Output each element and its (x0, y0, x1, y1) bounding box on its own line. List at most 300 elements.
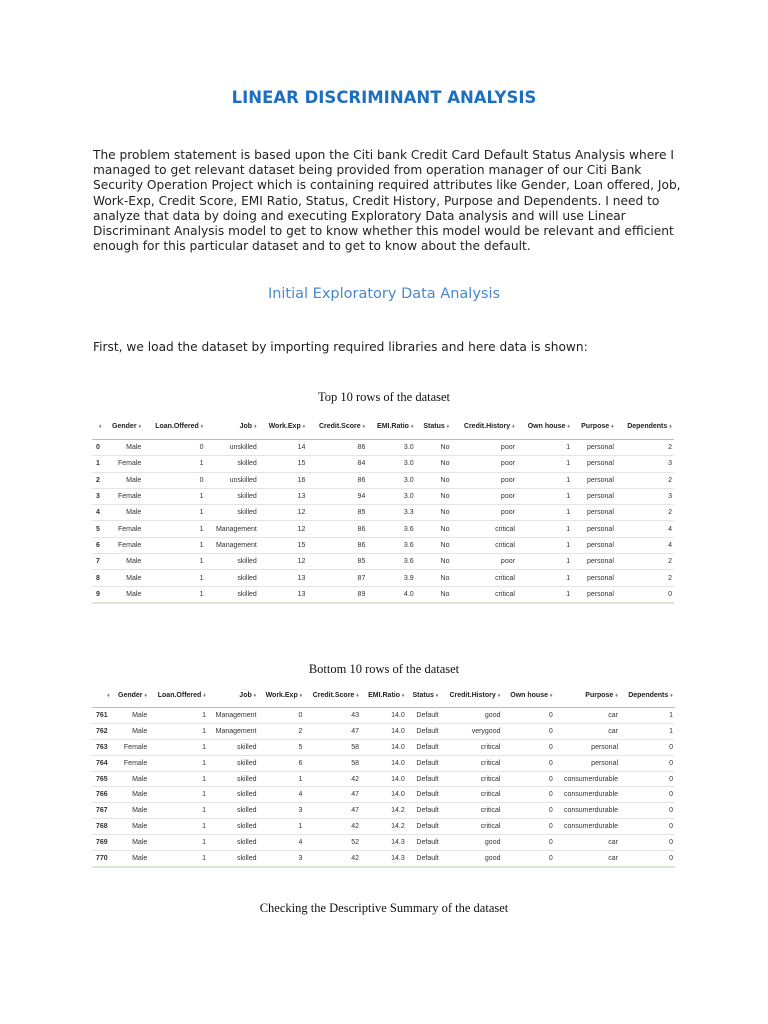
sort-icon[interactable]: ♦ (354, 692, 360, 699)
column-header[interactable] (616, 413, 674, 440)
table-cell: 0 (502, 819, 554, 835)
table-cell: skilled (205, 456, 258, 472)
table-cell: poor (452, 472, 517, 488)
table-cell: personal (572, 472, 616, 488)
sort-icon[interactable]: ♦ (252, 423, 257, 430)
column-header-label: Purpose (581, 422, 610, 430)
column-header[interactable] (304, 683, 361, 708)
table-cell: Default (407, 708, 441, 724)
column-header-label: Dependents (627, 422, 668, 430)
table-cell: 58 (304, 755, 361, 771)
table-cell: skilled (205, 554, 258, 570)
table-cell: 14 (259, 440, 308, 456)
table-cell: 1 (517, 440, 572, 456)
table-cell: 86 (307, 537, 367, 553)
table-row (92, 521, 674, 537)
column-header[interactable] (205, 413, 258, 440)
table-cell: 3.0 (367, 488, 415, 504)
table-header-row (92, 413, 674, 440)
column-header[interactable] (143, 413, 205, 440)
table-cell: critical (441, 755, 503, 771)
table-cell: 0 (258, 708, 304, 724)
table-cell: 1 (517, 488, 572, 504)
table-cell: 12 (259, 554, 308, 570)
table-cell: 5 (258, 739, 304, 755)
table-cell: poor (452, 440, 517, 456)
table-cell: Male (104, 586, 144, 603)
row-index-cell: 8 (92, 570, 104, 586)
table-cell: No (416, 440, 452, 456)
column-header-label: Own house (510, 691, 548, 699)
table-cell: good (441, 851, 503, 867)
sort-icon[interactable]: ♦ (400, 692, 405, 699)
table-row (92, 537, 674, 553)
table-row (92, 472, 674, 488)
table-cell: 1 (149, 851, 208, 867)
table-cell: skilled (208, 771, 258, 787)
column-header-label: Dependents (628, 691, 669, 699)
table-header-row (92, 683, 675, 708)
table-cell: car (555, 835, 620, 851)
column-header-label: Job (239, 422, 253, 430)
column-header-label: Loan.Offered (155, 422, 199, 430)
table-cell: 0 (620, 803, 675, 819)
sort-icon[interactable]: ♦ (408, 423, 414, 430)
column-header-label: Gender (118, 691, 143, 699)
table-cell: Female (112, 739, 149, 755)
sort-icon[interactable]: ♦ (433, 692, 439, 699)
table-cell: 1 (143, 570, 205, 586)
column-header[interactable] (517, 413, 572, 440)
row-index-cell: 4 (92, 505, 104, 521)
table-cell: 4 (616, 521, 674, 537)
table-cell: 3.6 (367, 521, 415, 537)
table-cell: Male (104, 554, 144, 570)
row-index-cell: 1 (92, 456, 104, 472)
table-cell: 1 (517, 521, 572, 537)
table-cell: 14.2 (361, 803, 407, 819)
table-cell: 1 (258, 819, 304, 835)
table-cell: critical (441, 787, 503, 803)
table-cell: Management (208, 723, 258, 739)
table-cell: 0 (502, 739, 554, 755)
table-cell: 87 (307, 570, 367, 586)
table-cell: 0 (502, 708, 554, 724)
summary-caption: Checking the Descriptive Summary of the dataset (259, 901, 509, 915)
column-header-label: Credit.Score (312, 691, 355, 699)
table-cell: good (441, 708, 503, 724)
column-header-label: Status (412, 691, 434, 699)
row-index-cell: 6 (92, 537, 104, 553)
table-cell: Female (104, 488, 144, 504)
column-header[interactable] (367, 413, 415, 440)
table-cell: Management (205, 537, 258, 553)
table-cell: personal (555, 739, 620, 755)
table-cell: 58 (304, 739, 361, 755)
table-cell: 1 (517, 554, 572, 570)
table-cell: 0 (502, 787, 554, 803)
sort-icon[interactable]: ♦ (98, 423, 102, 430)
table-cell: Management (208, 708, 258, 724)
table-cell: 0 (143, 472, 205, 488)
table-cell: critical (452, 586, 517, 603)
table-cell: verygood (441, 723, 503, 739)
table-cell: personal (572, 586, 616, 603)
table-cell: 1 (517, 505, 572, 521)
table-cell: 52 (304, 835, 361, 851)
table-cell: 2 (616, 570, 674, 586)
table-cell: Default (407, 787, 441, 803)
table-cell: skilled (208, 755, 258, 771)
table-cell: skilled (208, 803, 258, 819)
column-header[interactable] (441, 683, 503, 708)
row-index-cell: 768 (92, 819, 112, 835)
table-cell: 15 (259, 537, 308, 553)
table-cell: poor (452, 505, 517, 521)
table-cell: 1 (143, 554, 205, 570)
table-cell: 14.2 (361, 819, 407, 835)
table-cell: No (416, 505, 452, 521)
table-cell: 0 (620, 739, 675, 755)
table-cell: 0 (620, 835, 675, 851)
table-cell: personal (572, 570, 616, 586)
column-header[interactable] (92, 683, 112, 708)
table-cell: 86 (307, 521, 367, 537)
table-cell: 89 (307, 586, 367, 603)
table-cell: 1 (149, 803, 208, 819)
sort-icon[interactable]: ♦ (495, 692, 501, 699)
table-cell: 1 (149, 819, 208, 835)
table-cell: unskilled (205, 472, 258, 488)
table-cell: 85 (307, 554, 367, 570)
column-header[interactable] (361, 683, 407, 708)
table-cell: Female (104, 537, 144, 553)
table-cell: skilled (205, 488, 258, 504)
column-header-label: Work.Exp (268, 422, 301, 430)
column-header-label: Job (239, 691, 252, 699)
table-cell: 4.0 (367, 586, 415, 603)
table-cell: personal (572, 505, 616, 521)
table-cell: skilled (208, 835, 258, 851)
sort-icon[interactable]: ♦ (251, 692, 257, 699)
table-cell: No (416, 586, 452, 603)
table-cell: 4 (258, 835, 304, 851)
table-cell: Male (112, 819, 149, 835)
table-cell: 3.6 (367, 537, 415, 553)
table-cell: 2 (616, 505, 674, 521)
sort-icon[interactable]: ♦ (609, 423, 614, 430)
table-cell: 15 (259, 456, 308, 472)
column-header[interactable] (620, 683, 675, 708)
table-row (92, 505, 674, 521)
table-row (92, 755, 675, 771)
table-cell: 1 (149, 771, 208, 787)
table-cell: 1 (143, 456, 205, 472)
sort-icon[interactable]: ♦ (360, 423, 366, 430)
table-cell: 14.0 (361, 755, 407, 771)
table-cell: No (416, 456, 452, 472)
table-row (92, 708, 675, 724)
column-header[interactable] (112, 683, 149, 708)
column-header-label: Own house (527, 422, 566, 430)
table-cell: 0 (502, 803, 554, 819)
row-index-cell: 767 (92, 803, 112, 819)
table-cell: consumerdurable (555, 787, 620, 803)
table-cell: No (416, 554, 452, 570)
table-cell: 0 (620, 787, 675, 803)
sort-icon[interactable]: ♦ (667, 423, 672, 430)
table-cell: 1 (517, 537, 572, 553)
table-cell: critical (441, 819, 503, 835)
column-header-label: Work.Exp (265, 691, 298, 699)
table-cell: 2 (258, 723, 304, 739)
table-cell: 3.6 (367, 554, 415, 570)
table-cell: 1 (149, 835, 208, 851)
table-cell: 14.0 (361, 723, 407, 739)
table-cell: 47 (304, 803, 361, 819)
table-cell: skilled (205, 505, 258, 521)
table-cell: 0 (143, 440, 205, 456)
column-header[interactable] (502, 683, 554, 708)
intro-paragraph: The problem statement is based upon the Citi bank Credit Card Default Status Analysis where I managed to get relevant dataset being provided from operation manager of our Citi Bank Security Operation Project which is containing required attributes like Gender, Loan offered, Job, Work-Exp, Credit Score, EMI Ratio, Status, Credit History, Purpose and Dependents. I need to analyze that data by doing and executing Exploratory Data analysis and will use Linear Discriminant Analysis model to get to know whether this model would be relevant and efficient enough for this particular dataset and to get to know about the default. (93, 148, 681, 254)
table-cell: Male (104, 505, 144, 521)
column-header-label: Credit.History (449, 691, 496, 699)
table-cell: 1 (149, 739, 208, 755)
table-cell: 1 (620, 723, 675, 739)
table-cell: 3.3 (367, 505, 415, 521)
table-cell: consumerdurable (555, 803, 620, 819)
table-cell: Default (407, 755, 441, 771)
table-cell: unskilled (205, 440, 258, 456)
table-cell: skilled (205, 586, 258, 603)
row-index-cell: 761 (92, 708, 112, 724)
table-row (92, 488, 674, 504)
table-cell: 3.0 (367, 440, 415, 456)
row-index-cell: 7 (92, 554, 104, 570)
table-cell: 42 (304, 819, 361, 835)
column-header[interactable] (452, 413, 517, 440)
table-cell: 42 (304, 851, 361, 867)
sort-icon[interactable]: ♦ (565, 423, 571, 430)
table-cell: 13 (259, 488, 308, 504)
table-cell: Female (112, 755, 149, 771)
table-row (92, 440, 674, 456)
table-row (92, 586, 674, 603)
sort-icon[interactable]: ♦ (201, 692, 207, 699)
table-row (92, 723, 675, 739)
column-header[interactable] (92, 413, 104, 440)
table-cell: 6 (258, 755, 304, 771)
table-cell: 2 (616, 440, 674, 456)
table-cell: 1 (517, 456, 572, 472)
column-header-label: Gender (112, 422, 137, 430)
top-table-caption: Top 10 rows of the dataset (317, 390, 451, 404)
table-cell: poor (452, 554, 517, 570)
sort-icon[interactable]: ♦ (106, 692, 110, 699)
table-cell: 0 (620, 819, 675, 835)
table-cell: 1 (143, 521, 205, 537)
table-cell: Male (104, 440, 144, 456)
table-row (92, 771, 675, 787)
bottom-rows-table (92, 683, 675, 868)
table-cell: 14.0 (361, 708, 407, 724)
table-cell: 14.0 (361, 787, 407, 803)
table-cell: 2 (616, 554, 674, 570)
table-cell: car (555, 723, 620, 739)
table-cell: 0 (502, 835, 554, 851)
row-index-cell: 3 (92, 488, 104, 504)
column-header[interactable] (407, 683, 441, 708)
table-row (92, 835, 675, 851)
column-header[interactable] (208, 683, 258, 708)
table-cell: 3.0 (367, 456, 415, 472)
sort-icon[interactable]: ♦ (547, 692, 553, 699)
table-cell: 14.0 (361, 739, 407, 755)
table-cell: Default (407, 723, 441, 739)
table-cell: 4 (258, 787, 304, 803)
table-cell: No (416, 537, 452, 553)
table-cell: critical (441, 803, 503, 819)
table-cell: 47 (304, 723, 361, 739)
table-cell: 1 (258, 771, 304, 787)
table-row (92, 803, 675, 819)
table-cell: 85 (307, 505, 367, 521)
table-cell: 86 (307, 440, 367, 456)
table-cell: Default (407, 819, 441, 835)
table-cell: critical (452, 570, 517, 586)
column-header[interactable] (307, 413, 367, 440)
table-cell: No (416, 570, 452, 586)
table-cell: 14.0 (361, 771, 407, 787)
sort-icon[interactable]: ♦ (300, 423, 306, 430)
bottom-table-caption: Bottom 10 rows of the dataset (308, 662, 460, 676)
column-header[interactable] (104, 413, 144, 440)
table-cell: poor (452, 456, 517, 472)
table-cell: No (416, 488, 452, 504)
column-header[interactable] (149, 683, 208, 708)
table-cell: 14.3 (361, 835, 407, 851)
table-cell: 1 (517, 472, 572, 488)
column-header[interactable] (555, 683, 620, 708)
table-cell: 1 (149, 723, 208, 739)
sort-icon[interactable]: ♦ (444, 423, 450, 430)
table-cell: personal (572, 456, 616, 472)
table-cell: Female (104, 521, 144, 537)
table-cell: Management (205, 521, 258, 537)
row-index-cell: 764 (92, 755, 112, 771)
table-cell: 3 (616, 456, 674, 472)
table-row (92, 456, 674, 472)
table-cell: No (416, 472, 452, 488)
table-cell: consumerdurable (555, 771, 620, 787)
table-cell: Male (104, 472, 144, 488)
column-header-label: EMI.Ratio (377, 422, 409, 430)
table-row (92, 554, 674, 570)
table-cell: 0 (502, 771, 554, 787)
row-index-cell: 770 (92, 851, 112, 867)
row-index-cell: 762 (92, 723, 112, 739)
table-cell: Male (112, 787, 149, 803)
table-cell: Default (407, 739, 441, 755)
table-cell: 94 (307, 488, 367, 504)
table-cell: skilled (208, 819, 258, 835)
table-cell: 3 (258, 851, 304, 867)
lead-paragraph: First, we load the dataset by importing required libraries and here data is shown: (93, 340, 588, 354)
sort-icon[interactable]: ♦ (668, 692, 673, 699)
table-cell: 1 (149, 708, 208, 724)
column-header[interactable] (259, 413, 308, 440)
table-cell: 3.0 (367, 472, 415, 488)
row-index-cell: 769 (92, 835, 112, 851)
row-index-cell: 2 (92, 472, 104, 488)
row-index-cell: 765 (92, 771, 112, 787)
column-header-label: Purpose (585, 691, 614, 699)
table-cell: good (441, 835, 503, 851)
table-cell: 47 (304, 787, 361, 803)
table-cell: critical (441, 739, 503, 755)
table-cell: Male (112, 771, 149, 787)
row-index-cell: 5 (92, 521, 104, 537)
column-header[interactable] (572, 413, 616, 440)
table-cell: personal (555, 755, 620, 771)
table-cell: Male (104, 570, 144, 586)
table-cell: skilled (208, 787, 258, 803)
table-cell: 1 (517, 586, 572, 603)
table-cell: personal (572, 488, 616, 504)
table-cell: 16 (259, 472, 308, 488)
table-cell: 12 (259, 521, 308, 537)
table-cell: No (416, 521, 452, 537)
table-cell: car (555, 851, 620, 867)
sort-icon[interactable]: ♦ (198, 423, 204, 430)
column-header[interactable] (416, 413, 452, 440)
table-cell: 13 (259, 570, 308, 586)
table-cell: 43 (304, 708, 361, 724)
row-index-cell: 766 (92, 787, 112, 803)
table-cell: 3 (258, 803, 304, 819)
table-cell: Male (112, 708, 149, 724)
column-header[interactable] (258, 683, 304, 708)
table-row (92, 851, 675, 867)
table-cell: 1 (143, 488, 205, 504)
table-cell: personal (572, 537, 616, 553)
table-cell: Default (407, 771, 441, 787)
table-cell: 1 (143, 505, 205, 521)
sort-icon[interactable]: ♦ (297, 692, 303, 699)
sort-icon[interactable]: ♦ (136, 423, 142, 430)
table-cell: critical (452, 521, 517, 537)
sort-icon[interactable]: ♦ (613, 692, 619, 699)
row-index-cell: 763 (92, 739, 112, 755)
table-cell: 1 (143, 586, 205, 603)
table-cell: 1 (143, 537, 205, 553)
table-row (92, 819, 675, 835)
table-cell: Male (112, 803, 149, 819)
column-header-label: Credit.Score (318, 422, 361, 430)
table-cell: 4 (616, 537, 674, 553)
column-header-label: EMI.Ratio (368, 691, 400, 699)
table-cell: 12 (259, 505, 308, 521)
sort-icon[interactable]: ♦ (142, 692, 148, 699)
sort-icon[interactable]: ♦ (510, 423, 515, 430)
table-cell: skilled (208, 851, 258, 867)
table-cell: personal (572, 440, 616, 456)
column-header-label: Credit.History (463, 422, 511, 430)
table-cell: 2 (616, 472, 674, 488)
table-cell: 84 (307, 456, 367, 472)
table-cell: 1 (620, 708, 675, 724)
table-cell: 0 (616, 586, 674, 603)
